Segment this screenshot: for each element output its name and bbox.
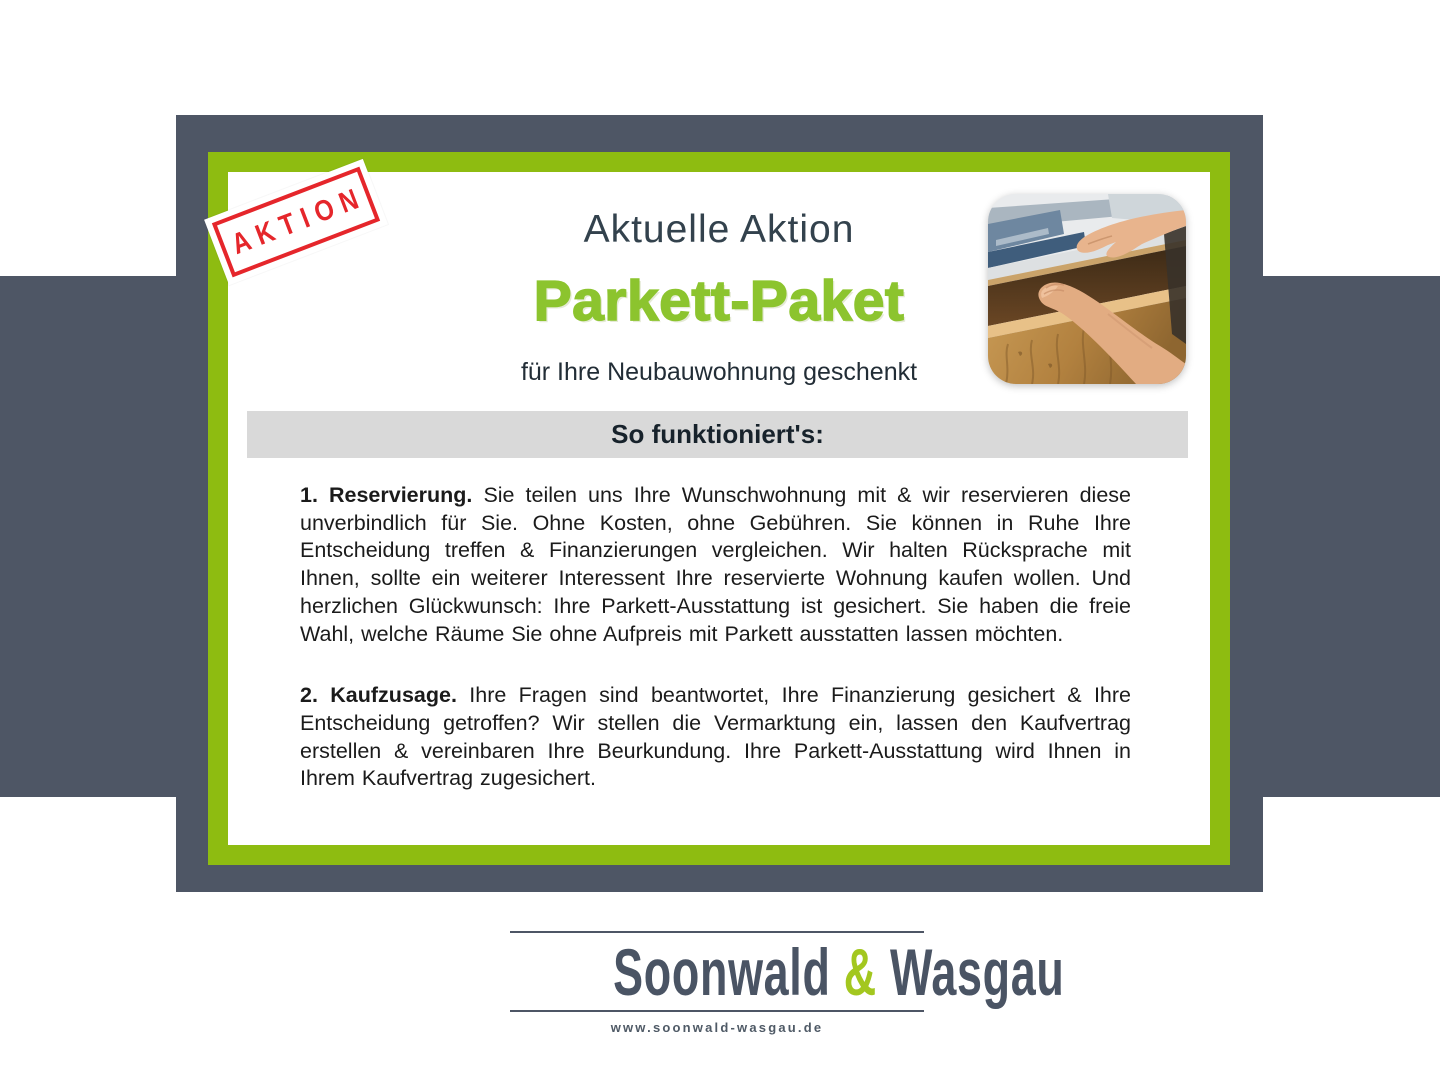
section-header-label: So funktioniert's: [611,419,824,449]
paragraph-text: Ihre Fragen sind beantwortet, Ihre Finanzierung gesichert & Ihre Entscheidung getroffen? Wir stellen die Vermarktung ein, lassen den Kaufvertrag erstellen & vereinbaren Ihre Beurkundung. Ihre Parkett-Ausstattung wird Ihnen in Ihrem Kaufvertrag zugesichert. [300,683,1131,791]
hand-on-parquet-samples-photo [988,194,1186,384]
paragraph-text: Sie teilen uns Ihre Wunschwohnung mit & wir reservieren diese unverbindlich für Sie. Ohne Kosten, ohne Gebühren. Sie können in Ruhe Ihre Entscheidung treffen & Finanzierungen vergleichen. Wir halten Rücksprache mit Ihnen, sollte ein weiterer Interessent Ihre reservierte Wohnung kaufen wollen. Und herzlichen Glückwunsch: Ihre Parkett-Ausstattung ist gesichert. Sie haben die freie Wahl, welche Räume Sie ohne Aufpreis mit Parkett ausstatten lassen möchten. [300,483,1131,646]
paragraph-reservierung [300,482,1131,648]
subtitle: für Ihre Neubauwohnung geschenkt [520,358,918,386]
promo-card [208,152,1230,865]
section-header-bar [247,411,1188,458]
body-copy [300,482,1131,827]
brand-first-word: Soonwald [613,935,831,1009]
brand-second-word: Wasgau [889,935,1065,1009]
brand-wordmark-text [613,937,1064,1007]
brand-ampersand: & [843,935,877,1009]
website-url[interactable]: www.soonwald-wasgau.de [610,1020,824,1035]
eyebrow-title: Aktuelle Aktion [583,208,855,251]
paragraph-lead: 2. Kaufzusage. [300,683,457,708]
footer-rule-bottom [510,1010,924,1012]
paragraph-kaufzusage [300,682,1131,793]
brand-wordmark [507,935,1065,1009]
aktion-stamp-label: AKTION [227,180,371,261]
paragraph-lead: 1. Reservierung. [300,483,473,507]
page-title: Parkett-Paket [533,269,905,333]
footer-rule-top [510,931,924,933]
